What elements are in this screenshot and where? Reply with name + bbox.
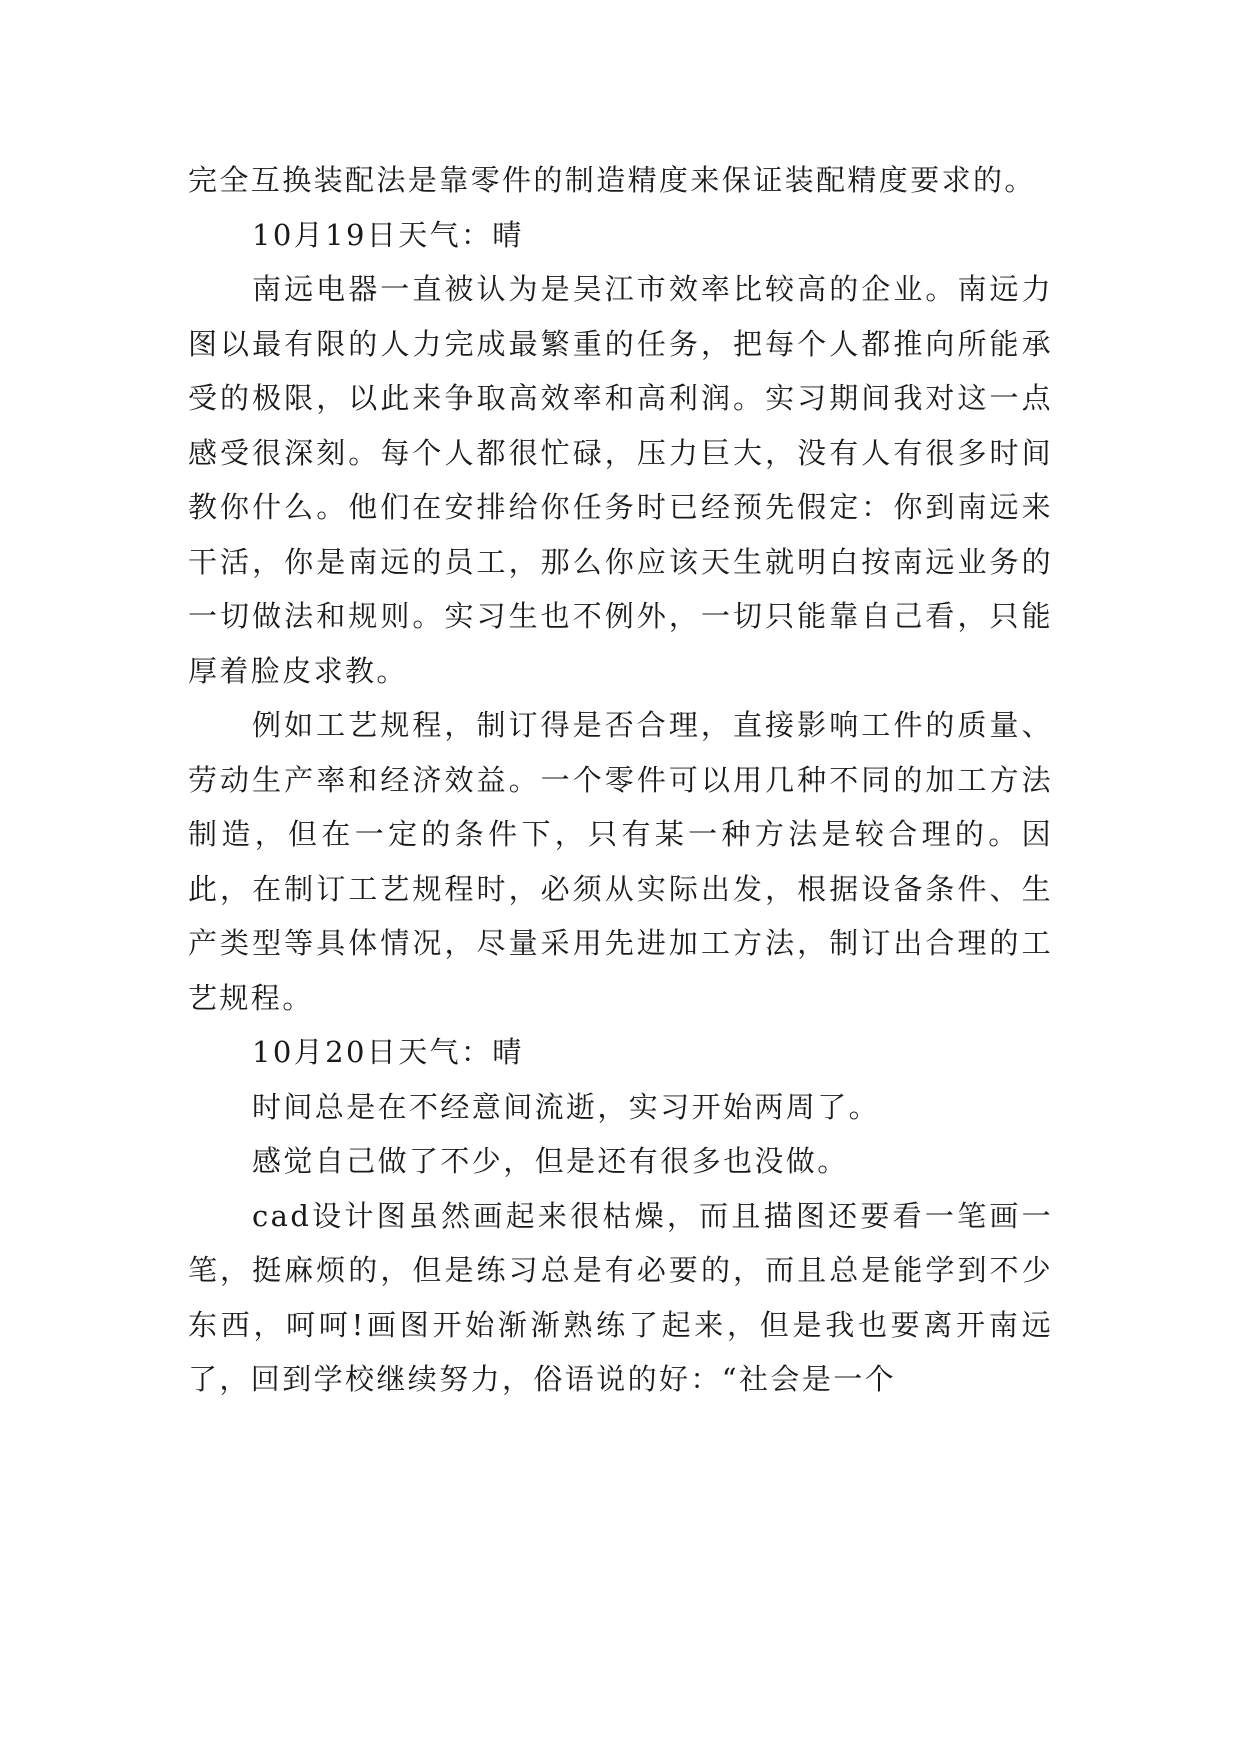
- paragraph-process-specification: 例如工艺规程，制订得是否合理，直接影响工件的质量、劳动生产率和经济效益。一个零件可以用几种不同的加工方法制造，但在一定的条件下，只有某一种方法是较合理的。因此，在制订工艺规程时，必须从实际出发，根据设备条件、生产类型等具体情况，尽量采用先进加工方法，制订出合理的工艺规程。: [188, 708, 1053, 1015]
- paragraph-cad-drawing: cad设计图虽然画起来很枯燥，而且描图还要看一笔画一笔，挺麻烦的，但是练习总是有必要的，而且总是能学到不少东西，呵呵!画图开始渐渐熟练了起来，但是我也要离开南远了，回到学校继续努力，俗语说的好：“社会是一个: [188, 1198, 1053, 1396]
- paragraph-nanyuan-efficiency: 南远电器一直被认为是吴江市效率比较高的企业。南远力图以最有限的人力完成最繁重的任务，把每个人都推向所能承受的极限，以此来争取高效率和高利润。实习期间我对这一点感受很深刻。每个人都很忙碌，压力巨大，没有人有很多时间教你什么。他们在安排给你任务时已经预先假定：你到南远来干活，你是南远的员工，那么你应该天生就明白按南远业务的一切做法和规则。实习生也不例外，一切只能靠自己看，只能厚着脸皮求教。: [188, 272, 1053, 688]
- paragraph-done-not-done: 感觉自己做了不少，但是还有很多也没做。: [252, 1144, 849, 1178]
- document-body: [188, 153, 1053, 1407]
- diary-date-oct-19: 10月19日天气：晴: [252, 217, 524, 252]
- diary-date-oct-20: 10月20日天气：晴: [252, 1035, 524, 1069]
- paragraph-assembly-method: 完全互换装配法是靠零件的制造精度来保证装配精度要求的。: [188, 163, 1036, 197]
- paragraph-two-weeks: 时间总是在不经意间流逝，实习开始两周了。: [252, 1089, 881, 1124]
